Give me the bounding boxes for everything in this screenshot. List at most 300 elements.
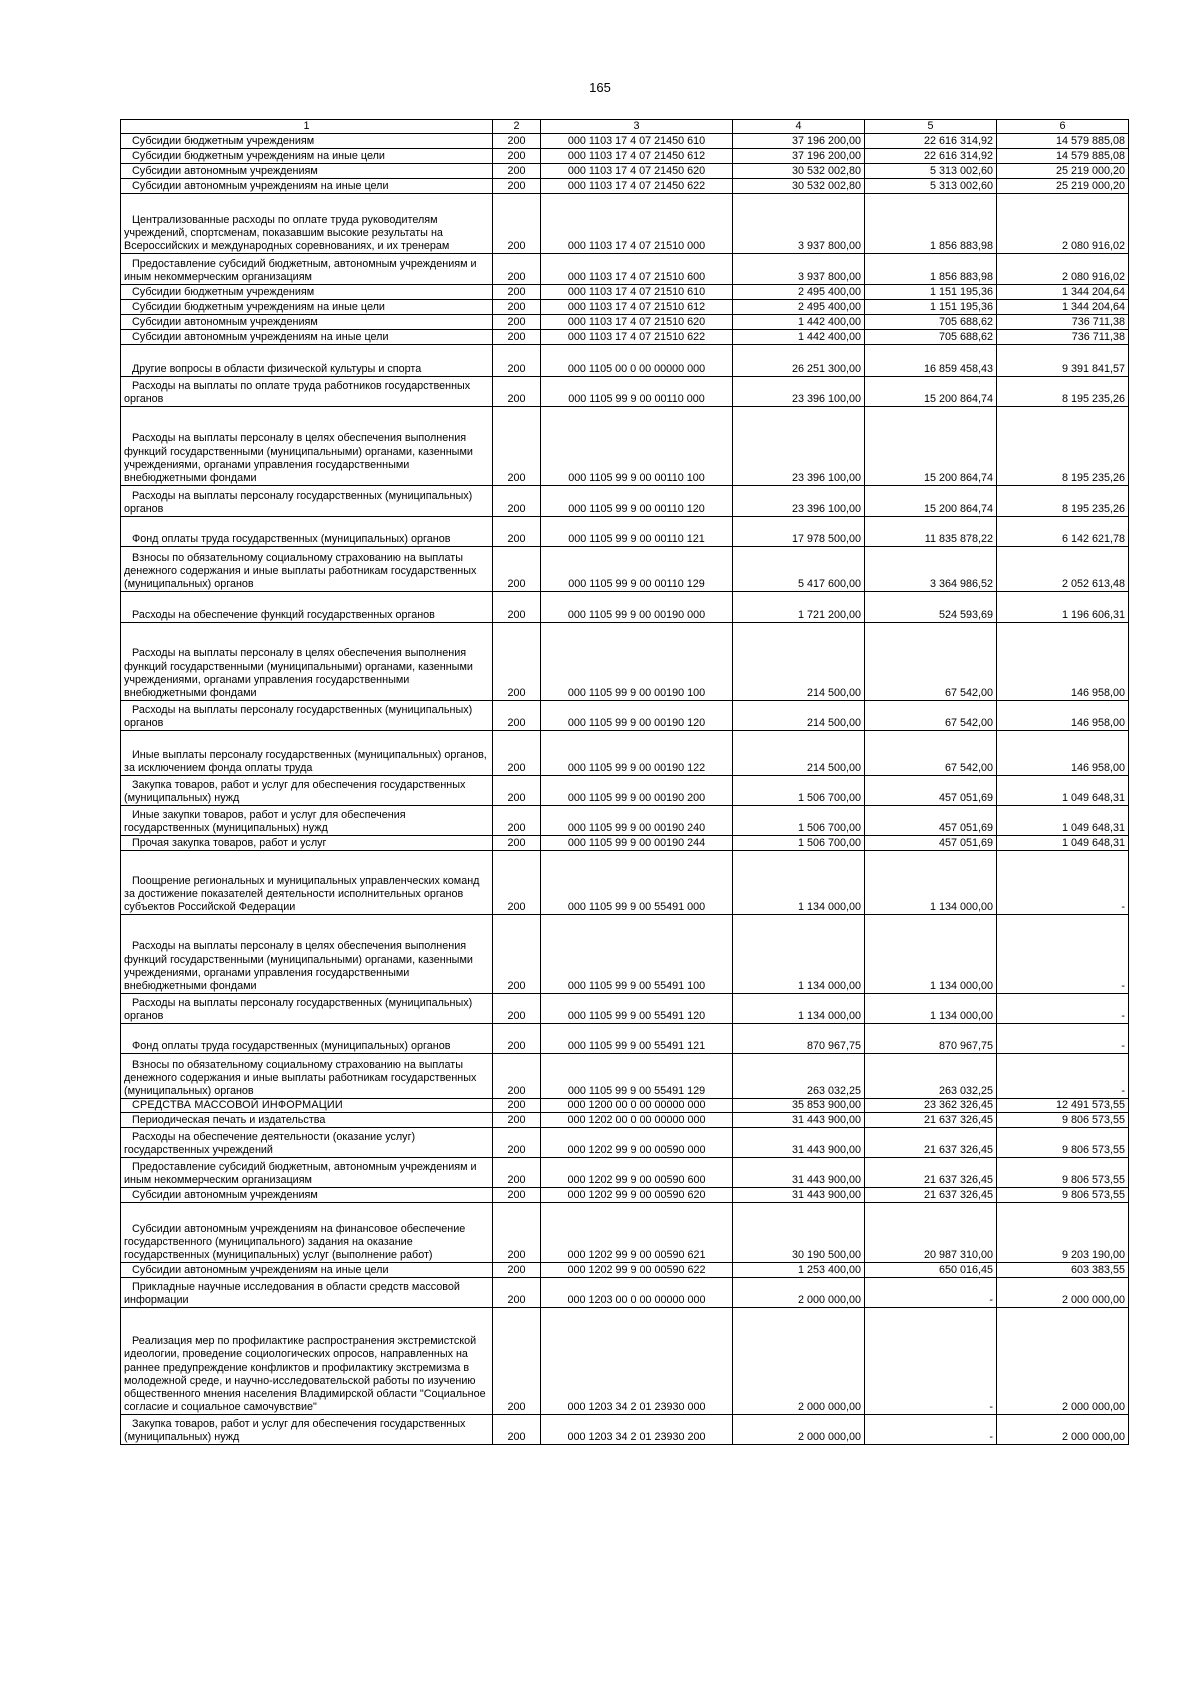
cell-unexecuted: -: [997, 1054, 1129, 1099]
table-row: [121, 285, 1129, 300]
table-row: [121, 345, 1129, 377]
cell-approved: 2 495 400,00: [733, 285, 865, 300]
cell-approved: 23 396 100,00: [733, 486, 865, 517]
cell-name: [121, 776, 493, 806]
header-col-2: 2: [493, 120, 541, 134]
cell-unexecuted: 146 958,00: [997, 623, 1129, 701]
cell-admin-code: 200: [493, 851, 541, 915]
cell-executed: -: [865, 1278, 997, 1308]
cell-unexecuted: 14 579 885,08: [997, 134, 1129, 149]
cell-executed: 1 134 000,00: [865, 994, 997, 1024]
cell-admin-code: 200: [493, 1278, 541, 1308]
cell-unexecuted: 9 806 573,55: [997, 1158, 1129, 1188]
cell-unexecuted: 25 219 000,20: [997, 179, 1129, 194]
cell-executed: 16 859 458,43: [865, 345, 997, 377]
cell-budget-code: 000 1203 00 0 00 00000 000: [541, 1278, 733, 1308]
cell-unexecuted: 736 711,38: [997, 315, 1129, 330]
cell-admin-code: 200: [493, 1054, 541, 1099]
cell-name: [121, 1113, 493, 1128]
cell-admin-code: 200: [493, 194, 541, 254]
cell-budget-code: 000 1105 99 9 00 55491 100: [541, 915, 733, 994]
table-row: [121, 1099, 1129, 1113]
cell-approved: 31 443 900,00: [733, 1188, 865, 1203]
row-label: Субсидии бюджетным учреждениям на иные цели: [132, 301, 385, 313]
cell-executed: 22 616 314,92: [865, 149, 997, 164]
cell-budget-code: 000 1105 99 9 00 00190 000: [541, 592, 733, 623]
cell-budget-code: 000 1202 99 9 00 00590 620: [541, 1188, 733, 1203]
cell-approved: 35 853 900,00: [733, 1099, 865, 1113]
cell-admin-code: 200: [493, 315, 541, 330]
cell-admin-code: 200: [493, 330, 541, 345]
table-row: [121, 1263, 1129, 1278]
cell-executed: 1 134 000,00: [865, 851, 997, 915]
row-label: Реализация мер по профилактике распространения экстремистской идеологии, проведение социологических опросов, направленных на раннее предупреждение конфликтов и профилактику экстремизма в молодежной среде, и научно-исследовательской работы по изучению общественного мнения населения Владимирской области "Социальное согласие и социальное самочувствие": [124, 1335, 486, 1414]
cell-approved: 1 506 700,00: [733, 836, 865, 851]
cell-executed: 3 364 986,52: [865, 547, 997, 592]
cell-name: [121, 300, 493, 315]
cell-approved: 1 442 400,00: [733, 315, 865, 330]
cell-budget-code: 000 1103 17 4 07 21510 600: [541, 254, 733, 285]
cell-executed: 457 051,69: [865, 806, 997, 836]
cell-approved: 1 442 400,00: [733, 330, 865, 345]
cell-approved: 3 937 800,00: [733, 194, 865, 254]
cell-approved: 214 500,00: [733, 623, 865, 701]
table-row: [121, 836, 1129, 851]
cell-approved: 1 134 000,00: [733, 915, 865, 994]
cell-approved: 1 506 700,00: [733, 776, 865, 806]
cell-budget-code: 000 1105 99 9 00 00190 244: [541, 836, 733, 851]
cell-budget-code: 000 1103 17 4 07 21510 620: [541, 315, 733, 330]
cell-admin-code: 200: [493, 915, 541, 994]
cell-admin-code: 200: [493, 1099, 541, 1113]
row-label: Расходы на обеспечение деятельности (оказание услуг) государственных учреждений: [124, 1131, 416, 1157]
row-label: Расходы на выплаты персоналу государственных (муниципальных) органов: [124, 703, 473, 729]
cell-executed: 263 032,25: [865, 1054, 997, 1099]
cell-name: [121, 701, 493, 731]
cell-budget-code: 000 1103 17 4 07 21510 622: [541, 330, 733, 345]
row-label: Субсидии автономным учреждениям: [132, 316, 318, 328]
cell-unexecuted: -: [997, 1024, 1129, 1054]
cell-budget-code: 000 1105 99 9 00 00110 129: [541, 547, 733, 592]
row-label: Расходы на выплаты персоналу государственных (муниципальных) органов: [124, 996, 473, 1022]
cell-executed: 67 542,00: [865, 731, 997, 776]
row-label: Расходы на выплаты персоналу в целях обеспечения выполнения функций государственными (муниципальными) органами, казенными учреждениями, органами управления государственными внебюджетными фондами: [124, 432, 473, 484]
cell-admin-code: 200: [493, 377, 541, 407]
row-label: Периодическая печать и издательства: [132, 1114, 326, 1127]
cell-approved: 2 000 000,00: [733, 1278, 865, 1308]
cell-executed: 20 987 310,00: [865, 1203, 997, 1263]
cell-budget-code: 000 1103 17 4 07 21510 610: [541, 285, 733, 300]
row-label: Субсидии бюджетным учреждениям: [132, 135, 315, 147]
cell-budget-code: 000 1105 99 9 00 00190 122: [541, 731, 733, 776]
row-label: Взносы по обязательному социальному страхованию на выплаты денежного содержания и иные выплаты работникам государственных (муниципальных) органов: [124, 1058, 477, 1097]
cell-budget-code: 000 1103 17 4 07 21450 622: [541, 179, 733, 194]
cell-unexecuted: 1 049 648,31: [997, 806, 1129, 836]
cell-name: [121, 1308, 493, 1415]
cell-name: [121, 345, 493, 377]
cell-unexecuted: 1 049 648,31: [997, 836, 1129, 851]
cell-admin-code: 200: [493, 1158, 541, 1188]
table-row: [121, 407, 1129, 486]
cell-admin-code: 200: [493, 1308, 541, 1415]
cell-approved: 2 495 400,00: [733, 300, 865, 315]
row-label: Прочая закупка товаров, работ и услуг: [132, 837, 327, 849]
table-row: [121, 330, 1129, 345]
row-label: Субсидии бюджетным учреждениям на иные цели: [132, 150, 385, 162]
cell-budget-code: 000 1105 99 9 00 55491 121: [541, 1024, 733, 1054]
cell-executed: 21 637 326,45: [865, 1188, 997, 1203]
cell-admin-code: 200: [493, 149, 541, 164]
cell-unexecuted: 8 195 235,26: [997, 486, 1129, 517]
cell-executed: 21 637 326,45: [865, 1113, 997, 1128]
cell-unexecuted: 1 196 606,31: [997, 592, 1129, 623]
row-label: Фонд оплаты труда государственных (муниципальных) органов: [132, 1040, 451, 1052]
cell-executed: 650 016,45: [865, 1263, 997, 1278]
cell-executed: 524 593,69: [865, 592, 997, 623]
row-label: Другие вопросы в области физической культуры и спорта: [132, 363, 422, 375]
table-row: [121, 915, 1129, 994]
row-label: Предоставление субсидий бюджетным, автономным учреждениям и иным некоммерческим организациям: [124, 1161, 477, 1187]
table-row: [121, 701, 1129, 731]
cell-admin-code: 200: [493, 1113, 541, 1128]
cell-budget-code: 000 1105 99 9 00 00190 240: [541, 806, 733, 836]
table-row: [121, 179, 1129, 194]
cell-budget-code: 000 1105 99 9 00 00190 200: [541, 776, 733, 806]
cell-budget-code: 000 1103 17 4 07 21450 610: [541, 134, 733, 149]
table-row: [121, 851, 1129, 915]
cell-approved: 37 196 200,00: [733, 149, 865, 164]
cell-executed: 15 200 864,74: [865, 486, 997, 517]
table-row: [121, 1415, 1129, 1445]
cell-admin-code: 200: [493, 1203, 541, 1263]
cell-name: [121, 194, 493, 254]
cell-name: [121, 179, 493, 194]
row-label: Закупка товаров, работ и услуг для обеспечения государственных (муниципальных) нужд: [124, 778, 466, 804]
cell-budget-code: 000 1103 17 4 07 21450 612: [541, 149, 733, 164]
cell-executed: 1 151 195,36: [865, 300, 997, 315]
cell-budget-code: 000 1105 99 9 00 00110 121: [541, 517, 733, 547]
cell-unexecuted: -: [997, 851, 1129, 915]
cell-executed: -: [865, 1415, 997, 1445]
cell-name: [121, 1263, 493, 1278]
cell-unexecuted: 25 219 000,20: [997, 164, 1129, 179]
cell-name: [121, 1278, 493, 1308]
cell-budget-code: 000 1105 99 9 00 00190 100: [541, 623, 733, 701]
table-row: [121, 1188, 1129, 1203]
table-row: [121, 1024, 1129, 1054]
row-label: Субсидии автономным учреждениям: [132, 165, 318, 177]
cell-admin-code: 200: [493, 623, 541, 701]
cell-approved: 23 396 100,00: [733, 377, 865, 407]
cell-unexecuted: 12 491 573,55: [997, 1099, 1129, 1113]
table-row: [121, 164, 1129, 179]
cell-unexecuted: 603 383,55: [997, 1263, 1129, 1278]
cell-admin-code: 200: [493, 1128, 541, 1158]
cell-executed: 21 637 326,45: [865, 1158, 997, 1188]
table-row: [121, 1128, 1129, 1158]
cell-unexecuted: 146 958,00: [997, 731, 1129, 776]
cell-executed: 870 967,75: [865, 1024, 997, 1054]
cell-admin-code: 200: [493, 1024, 541, 1054]
table-row: [121, 194, 1129, 254]
cell-admin-code: 200: [493, 701, 541, 731]
row-label: Субсидии бюджетным учреждениям: [132, 286, 315, 298]
cell-executed: 1 151 195,36: [865, 285, 997, 300]
table-row: [121, 486, 1129, 517]
row-label: Субсидии автономным учреждениям на финансовое обеспечение государственного (муниципального) задания на оказание государственных (муниципальных) услуг (выполнение работ): [124, 1222, 466, 1262]
cell-executed: 15 200 864,74: [865, 377, 997, 407]
cell-approved: 5 417 600,00: [733, 547, 865, 592]
cell-name: [121, 254, 493, 285]
row-label: Субсидии автономным учреждениям: [132, 1189, 318, 1202]
row-label: Расходы на выплаты по оплате труда работников государственных органов: [124, 379, 471, 405]
cell-admin-code: 200: [493, 300, 541, 315]
table-row: [121, 254, 1129, 285]
cell-name: [121, 623, 493, 701]
header-col-5: 5: [865, 120, 997, 134]
row-label: Прикладные научные исследования в области средств массовой информации: [124, 1281, 460, 1307]
cell-budget-code: 000 1103 17 4 07 21510 000: [541, 194, 733, 254]
cell-name: [121, 134, 493, 149]
row-label: Поощрение региональных и муниципальных управленческих команд за достижение показателей деятельности исполнительных органов субъектов Российской Федерации: [124, 874, 480, 913]
cell-unexecuted: 2 000 000,00: [997, 1415, 1129, 1445]
cell-executed: 705 688,62: [865, 330, 997, 345]
cell-approved: 214 500,00: [733, 731, 865, 776]
cell-name: [121, 517, 493, 547]
cell-name: [121, 315, 493, 330]
row-label: Расходы на выплаты персоналу в целях обеспечения выполнения функций государственными (муниципальными) органами, казенными учреждениями, органами управления государственными внебюджетными фондами: [124, 647, 473, 699]
cell-unexecuted: -: [997, 915, 1129, 994]
cell-unexecuted: 146 958,00: [997, 701, 1129, 731]
cell-budget-code: 000 1105 99 9 00 55491 000: [541, 851, 733, 915]
table-row: [121, 300, 1129, 315]
cell-admin-code: 200: [493, 1415, 541, 1445]
cell-name: [121, 547, 493, 592]
cell-approved: 30 532 002,80: [733, 164, 865, 179]
cell-budget-code: 000 1202 99 9 00 00590 000: [541, 1128, 733, 1158]
cell-executed: -: [865, 1308, 997, 1415]
cell-approved: 1 506 700,00: [733, 806, 865, 836]
cell-budget-code: 000 1105 99 9 00 55491 129: [541, 1054, 733, 1099]
cell-approved: 214 500,00: [733, 701, 865, 731]
cell-approved: 30 532 002,80: [733, 179, 865, 194]
header-col-3: 3: [541, 120, 733, 134]
cell-unexecuted: 9 806 573,55: [997, 1128, 1129, 1158]
cell-approved: 31 443 900,00: [733, 1113, 865, 1128]
cell-budget-code: 000 1105 99 9 00 00190 120: [541, 701, 733, 731]
cell-approved: 17 978 500,00: [733, 517, 865, 547]
table-row: [121, 1054, 1129, 1099]
table-row: [121, 315, 1129, 330]
table-row: [121, 776, 1129, 806]
row-label: Расходы на выплаты персоналу государственных (муниципальных) органов: [124, 489, 473, 515]
cell-budget-code: 000 1105 00 0 00 00000 000: [541, 345, 733, 377]
cell-unexecuted: 6 142 621,78: [997, 517, 1129, 547]
cell-admin-code: 200: [493, 134, 541, 149]
cell-admin-code: 200: [493, 1188, 541, 1203]
cell-unexecuted: 736 711,38: [997, 330, 1129, 345]
row-label: Иные закупки товаров, работ и услуг для обеспечения государственных (муниципальных) нужд: [124, 808, 406, 834]
table-row: [121, 994, 1129, 1024]
row-label: Иные выплаты персоналу государственных (муниципальных) органов, за исключением фонда оплаты труда: [124, 748, 487, 774]
cell-name: [121, 486, 493, 517]
row-label: Фонд оплаты труда государственных (муниципальных) органов: [132, 533, 451, 545]
cell-budget-code: 000 1105 99 9 00 55491 120: [541, 994, 733, 1024]
cell-name: [121, 1203, 493, 1263]
table-row: [121, 377, 1129, 407]
cell-budget-code: 000 1203 34 2 01 23930 000: [541, 1308, 733, 1415]
cell-approved: 870 967,75: [733, 1024, 865, 1054]
table-row: [121, 134, 1129, 149]
cell-name: [121, 1024, 493, 1054]
cell-name: [121, 836, 493, 851]
cell-unexecuted: 8 195 235,26: [997, 407, 1129, 486]
cell-admin-code: 200: [493, 486, 541, 517]
cell-executed: 15 200 864,74: [865, 407, 997, 486]
cell-approved: 1 721 200,00: [733, 592, 865, 623]
cell-budget-code: 000 1202 99 9 00 00590 621: [541, 1203, 733, 1263]
cell-name: [121, 1188, 493, 1203]
cell-budget-code: 000 1105 99 9 00 00110 100: [541, 407, 733, 486]
header-col-1: 1: [121, 120, 493, 134]
cell-unexecuted: 1 049 648,31: [997, 776, 1129, 806]
cell-approved: 2 000 000,00: [733, 1308, 865, 1415]
row-label: Расходы на выплаты персоналу в целях обеспечения выполнения функций государственными (муниципальными) органами, казенными учреждениями, органами управления государственными внебюджетными фондами: [124, 940, 473, 992]
cell-unexecuted: 8 195 235,26: [997, 377, 1129, 407]
cell-admin-code: 200: [493, 836, 541, 851]
cell-executed: 1 134 000,00: [865, 915, 997, 994]
cell-approved: 31 443 900,00: [733, 1158, 865, 1188]
cell-budget-code: 000 1103 17 4 07 21450 620: [541, 164, 733, 179]
cell-budget-code: 000 1202 99 9 00 00590 622: [541, 1263, 733, 1278]
cell-name: [121, 330, 493, 345]
cell-unexecuted: 9 203 190,00: [997, 1203, 1129, 1263]
row-label: Закупка товаров, работ и услуг для обеспечения государственных (муниципальных) нужд: [124, 1418, 466, 1444]
header-col-6: 6: [997, 120, 1129, 134]
cell-budget-code: 000 1200 00 0 00 00000 000: [541, 1099, 733, 1113]
cell-name: [121, 407, 493, 486]
cell-name: [121, 164, 493, 179]
cell-unexecuted: 2 080 916,02: [997, 194, 1129, 254]
cell-unexecuted: 14 579 885,08: [997, 149, 1129, 164]
cell-admin-code: 200: [493, 285, 541, 300]
budget-table: [120, 119, 1129, 1445]
cell-approved: 2 000 000,00: [733, 1415, 865, 1445]
cell-executed: 5 313 002,60: [865, 179, 997, 194]
cell-admin-code: 200: [493, 407, 541, 486]
table-header-row: [121, 120, 1129, 134]
cell-name: [121, 1099, 493, 1113]
cell-approved: 26 251 300,00: [733, 345, 865, 377]
cell-name: [121, 285, 493, 300]
cell-approved: 23 396 100,00: [733, 407, 865, 486]
cell-admin-code: 200: [493, 254, 541, 285]
row-label: Предоставление субсидий бюджетным, автономным учреждениям и иным некоммерческим организациям: [124, 257, 477, 283]
cell-budget-code: 000 1202 00 0 00 00000 000: [541, 1113, 733, 1128]
table-row: [121, 517, 1129, 547]
row-label: Субсидии автономным учреждениям на иные цели: [132, 180, 389, 192]
cell-executed: 457 051,69: [865, 836, 997, 851]
cell-unexecuted: 9 806 573,55: [997, 1113, 1129, 1128]
table-row: [121, 806, 1129, 836]
cell-admin-code: 200: [493, 731, 541, 776]
cell-executed: 1 856 883,98: [865, 254, 997, 285]
cell-name: [121, 1158, 493, 1188]
cell-admin-code: 200: [493, 592, 541, 623]
cell-budget-code: 000 1105 99 9 00 00110 120: [541, 486, 733, 517]
cell-executed: 457 051,69: [865, 776, 997, 806]
cell-unexecuted: 9 806 573,55: [997, 1188, 1129, 1203]
cell-unexecuted: 2 052 613,48: [997, 547, 1129, 592]
cell-admin-code: 200: [493, 1263, 541, 1278]
row-label: Централизованные расходы по оплате труда руководителям учреждений, спортсменам, показавшим высокие результаты на Всероссийских и международных соревнованиях, и их тренерам: [124, 213, 450, 252]
cell-budget-code: 000 1202 99 9 00 00590 600: [541, 1158, 733, 1188]
cell-name: [121, 731, 493, 776]
table-row: [121, 592, 1129, 623]
cell-unexecuted: 2 000 000,00: [997, 1278, 1129, 1308]
cell-executed: 21 637 326,45: [865, 1128, 997, 1158]
cell-admin-code: 200: [493, 994, 541, 1024]
cell-name: [121, 1128, 493, 1158]
table-row: [121, 1308, 1129, 1415]
table-row: [121, 547, 1129, 592]
cell-executed: 5 313 002,60: [865, 164, 997, 179]
table-row: [121, 1203, 1129, 1263]
cell-executed: 67 542,00: [865, 701, 997, 731]
cell-budget-code: 000 1203 34 2 01 23930 200: [541, 1415, 733, 1445]
row-label: Субсидии автономным учреждениям на иные цели: [132, 331, 389, 343]
cell-name: [121, 851, 493, 915]
cell-executed: 23 362 326,45: [865, 1099, 997, 1113]
cell-name: [121, 915, 493, 994]
table-row: [121, 1113, 1129, 1128]
cell-admin-code: 200: [493, 547, 541, 592]
cell-name: [121, 1054, 493, 1099]
cell-executed: 22 616 314,92: [865, 134, 997, 149]
cell-name: [121, 994, 493, 1024]
cell-admin-code: 200: [493, 164, 541, 179]
header-col-4: 4: [733, 120, 865, 134]
cell-budget-code: 000 1105 99 9 00 00110 000: [541, 377, 733, 407]
cell-unexecuted: 1 344 204,64: [997, 285, 1129, 300]
cell-approved: 3 937 800,00: [733, 254, 865, 285]
cell-approved: 1 134 000,00: [733, 851, 865, 915]
row-label: СРЕДСТВА МАССОВОЙ ИНФОРМАЦИИ: [132, 1099, 343, 1112]
table-row: [121, 1278, 1129, 1308]
cell-approved: 31 443 900,00: [733, 1128, 865, 1158]
cell-name: [121, 377, 493, 407]
cell-approved: 37 196 200,00: [733, 134, 865, 149]
table-row: [121, 623, 1129, 701]
row-label: Расходы на обеспечение функций государственных органов: [132, 609, 435, 621]
cell-name: [121, 592, 493, 623]
cell-admin-code: 200: [493, 776, 541, 806]
page-number: 165: [589, 80, 611, 95]
cell-admin-code: 200: [493, 517, 541, 547]
cell-name: [121, 806, 493, 836]
cell-name: [121, 149, 493, 164]
cell-admin-code: 200: [493, 806, 541, 836]
table-row: [121, 731, 1129, 776]
cell-unexecuted: -: [997, 994, 1129, 1024]
cell-executed: 1 856 883,98: [865, 194, 997, 254]
cell-unexecuted: 9 391 841,57: [997, 345, 1129, 377]
cell-approved: 30 190 500,00: [733, 1203, 865, 1263]
cell-approved: 1 134 000,00: [733, 994, 865, 1024]
cell-admin-code: 200: [493, 179, 541, 194]
cell-name: [121, 1415, 493, 1445]
cell-unexecuted: 1 344 204,64: [997, 300, 1129, 315]
